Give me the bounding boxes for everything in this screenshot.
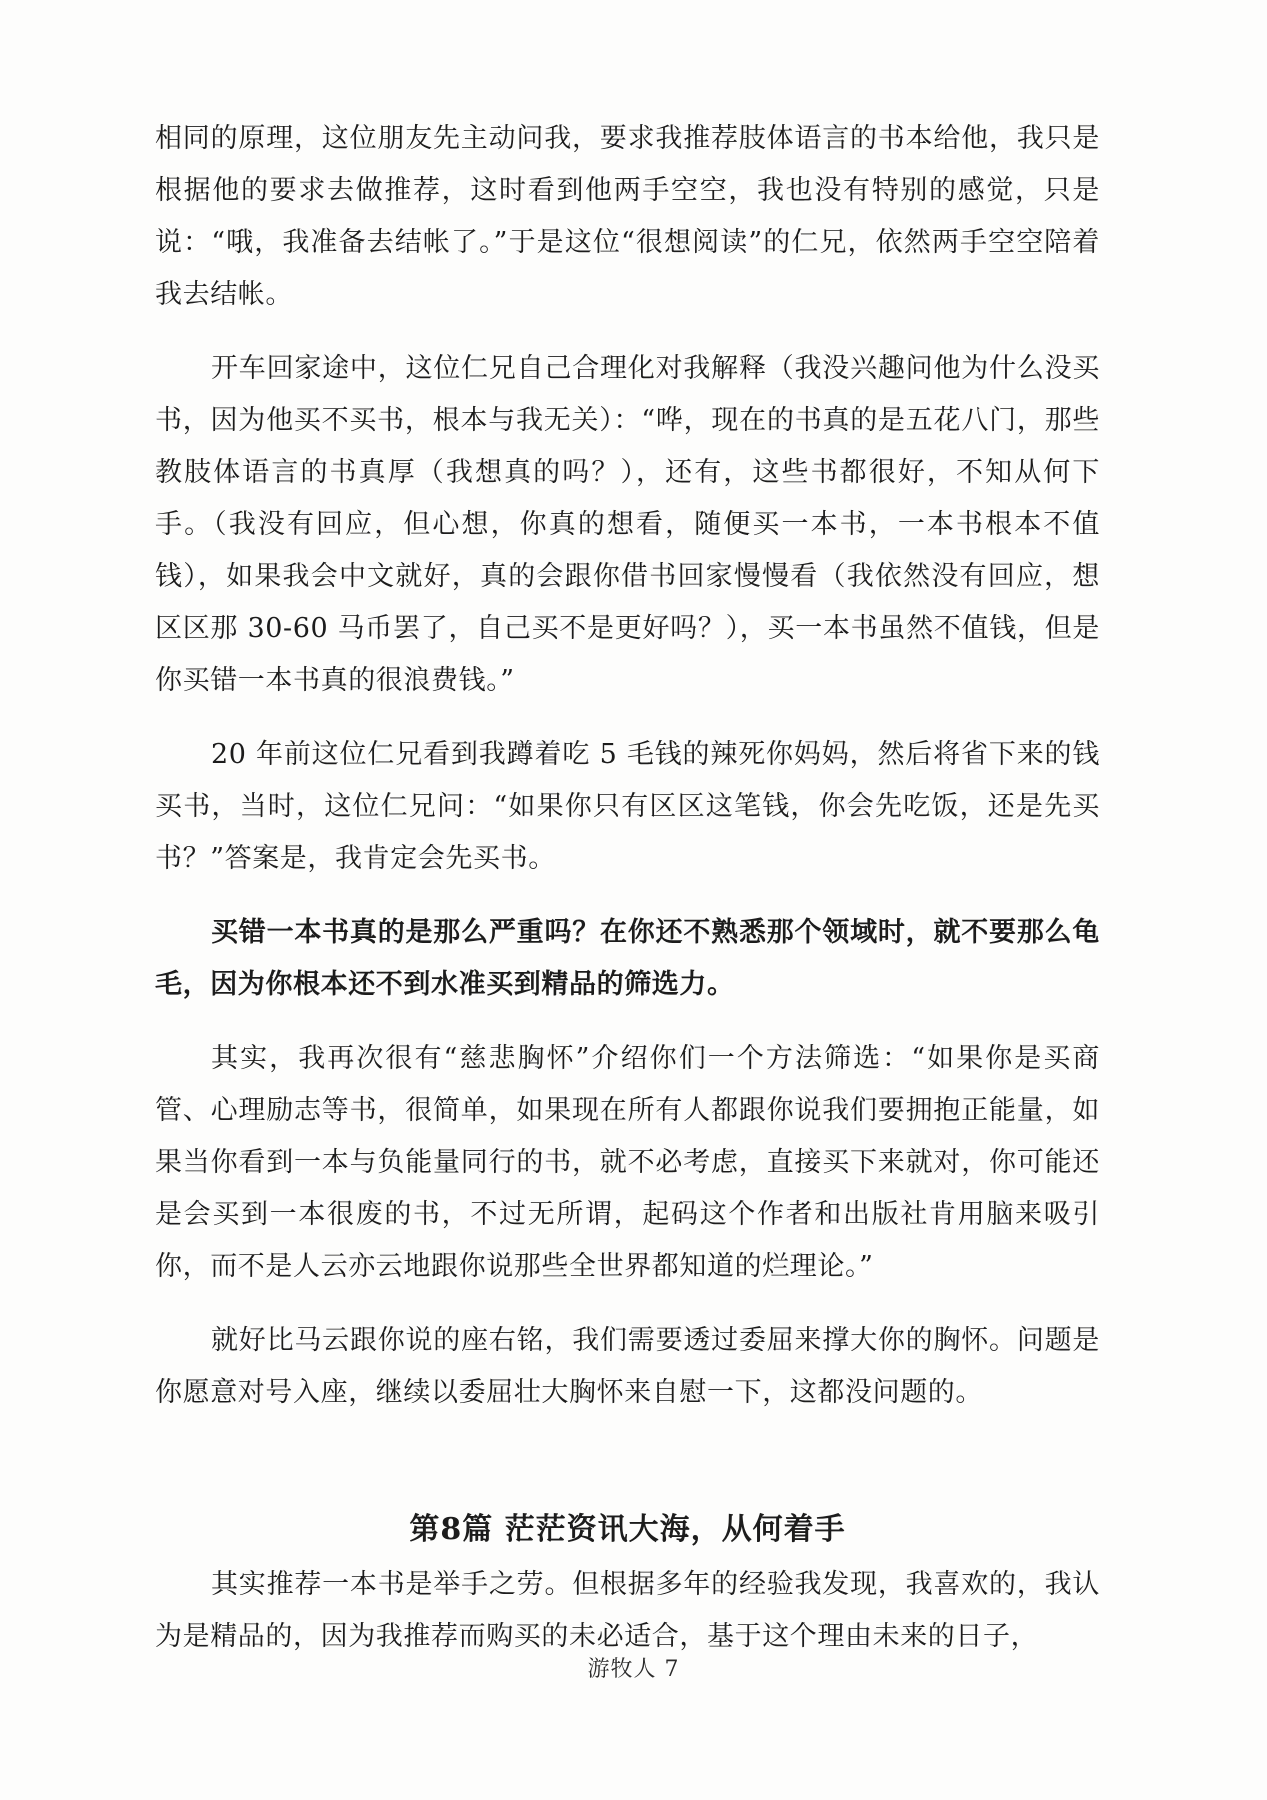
paragraph-3: 20 年前这位仁兄看到我蹲着吃 5 毛钱的辣死你妈妈，然后将省下来的钱买书，当时，这位仁兄问：“如果你只有区区这笔钱，你会先吃饭，还是先买书？”答案是，我肯定会先买书。 bbox=[155, 739, 1100, 874]
paragraph-5: 其实，我再次很有“慈悲胸怀”介绍你们一个方法筛选：“如果你是买商管、心理励志等书，很简单，如果现在所有人都跟你说我们要拥抱正能量，如果当你看到一本与负能量同行的书，就不必考虑，直接买下来就对，你可能还是会买到一本很废的书，不过无所谓，起码这个作者和出版社肯用脑来吸引你，而不是人云亦云地跟你说那些全世界都知道的烂理论。” bbox=[155, 1043, 1100, 1282]
page-footer: 游牧人 7 bbox=[587, 1657, 680, 1682]
paragraph-1: 相同的原理，这位朋友先主动问我，要求我推荐肢体语言的书本给他，我只是根据他的要求去做推荐，这时看到他两手空空，我也没有特别的感觉，只是说：“哦，我准备去结帐了。”于是这位“很想阅读”的仁兄，依然两手空空陪着我去结帐。 bbox=[155, 123, 1100, 310]
paragraph-2: 开车回家途中，这位仁兄自己合理化对我解释（我没兴趣问他为什么没买书，因为他买不买书，根本与我无关）：“哗，现在的书真的是五花八门，那些教肢体语言的书真厚（我想真的吗？），还有，这些书都很好，不知从何下手。（我没有回应，但心想，你真的想看，随便买一本书，一本书根本不值钱），如果我会中文就好，真的会跟你借书回家慢慢看（我依然没有回应，想区区那 30-60 马币罢了，自己买不是更好吗？），买一本书虽然不值钱，但是你买错一本书真的很浪费钱。” bbox=[155, 353, 1100, 696]
paragraph-4-bold: 买错一本书真的是那么严重吗？在你还不熟悉那个领域时，就不要那么龟毛，因为你根本还不到水准买到精品的筛选力。 bbox=[155, 917, 1100, 1000]
section-heading: 第8篇 茫茫资讯大海，从何着手 bbox=[409, 1512, 846, 1547]
section-paragraph: 其实推荐一本书是举手之劳。但根据多年的经验我发现，我喜欢的，我认为是精品的，因为我推荐而购买的未必适合，基于这个理由未来的日子， bbox=[155, 1569, 1100, 1652]
page-body bbox=[155, 113, 1100, 1685]
paragraph-6: 就好比马云跟你说的座右铭，我们需要透过委屈来撑大你的胸怀。问题是你愿意对号入座，继续以委屈壮大胸怀来自慰一下，这都没问题的。 bbox=[155, 1325, 1100, 1408]
